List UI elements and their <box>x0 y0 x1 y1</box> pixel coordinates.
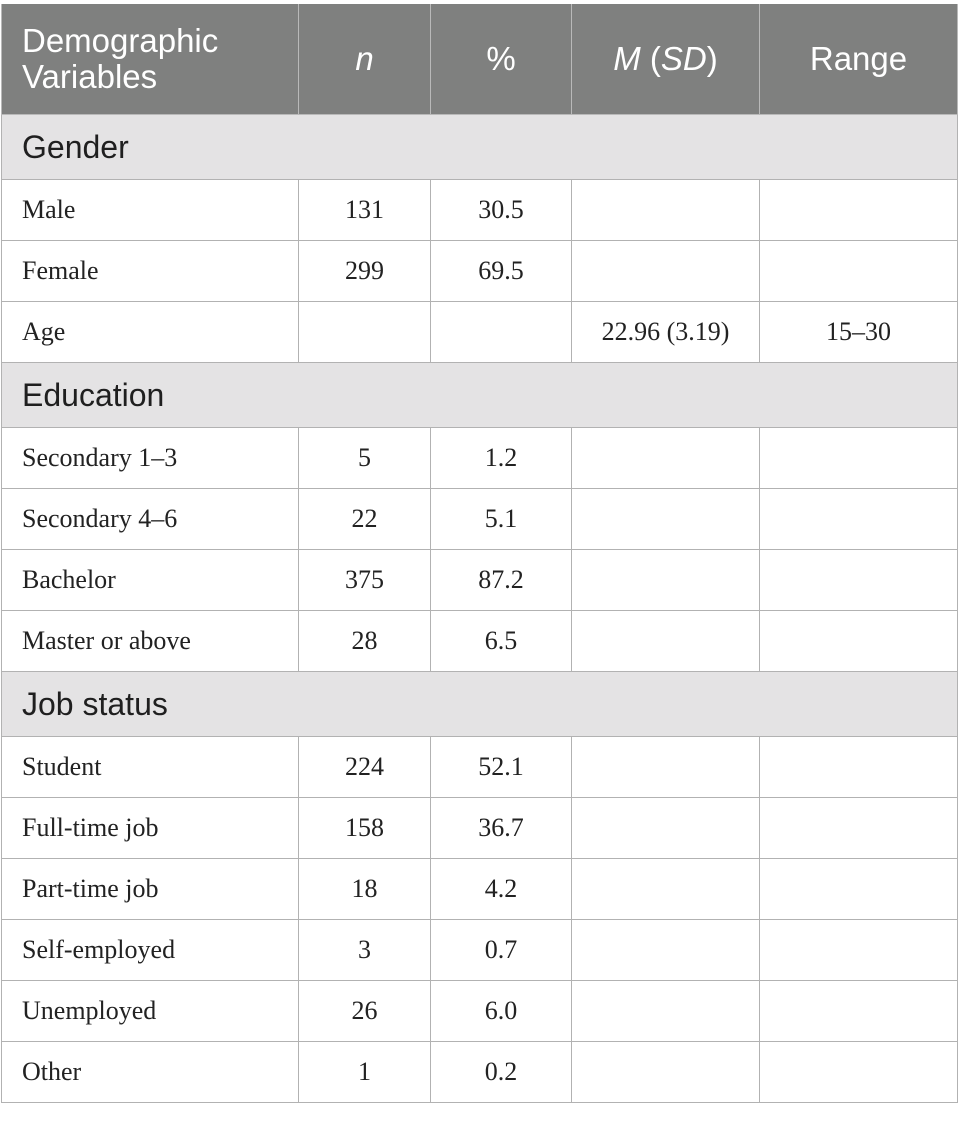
cell-percent: 4.2 <box>431 859 572 920</box>
cell-range <box>760 920 958 981</box>
cell-n: 5 <box>299 428 431 489</box>
cell-mean-sd <box>572 920 760 981</box>
cell-n: 299 <box>299 241 431 302</box>
row-label: Other <box>2 1042 299 1103</box>
row-label: Secondary 1–3 <box>2 428 299 489</box>
table-row <box>2 489 958 550</box>
cell-range <box>760 241 958 302</box>
cell-range <box>760 550 958 611</box>
cell-mean-sd: 22.96 (3.19) <box>572 302 760 363</box>
header-n-label: n <box>355 40 374 77</box>
section-title: Education <box>2 363 958 428</box>
section-title: Job status <box>2 672 958 737</box>
header-mean-label: M <box>613 40 641 77</box>
cell-percent: 36.7 <box>431 798 572 859</box>
table-row <box>2 1042 958 1103</box>
cell-n: 26 <box>299 981 431 1042</box>
header-percent: % <box>431 4 572 115</box>
table-row <box>2 737 958 798</box>
section-row-gender <box>2 115 958 180</box>
table-row <box>2 611 958 672</box>
cell-mean-sd <box>572 981 760 1042</box>
table-header <box>2 4 958 115</box>
row-label: Age <box>2 302 299 363</box>
cell-n: 158 <box>299 798 431 859</box>
header-row <box>2 4 958 115</box>
cell-n: 224 <box>299 737 431 798</box>
section-row-education <box>2 363 958 428</box>
cell-range <box>760 180 958 241</box>
row-label: Male <box>2 180 299 241</box>
table-row <box>2 550 958 611</box>
row-label: Unemployed <box>2 981 299 1042</box>
cell-range <box>760 1042 958 1103</box>
cell-mean-sd <box>572 180 760 241</box>
table-row <box>2 981 958 1042</box>
cell-mean-sd <box>572 550 760 611</box>
cell-mean-sd <box>572 611 760 672</box>
cell-range <box>760 489 958 550</box>
cell-range <box>760 737 958 798</box>
row-label: Master or above <box>2 611 299 672</box>
cell-percent: 30.5 <box>431 180 572 241</box>
table-row <box>2 180 958 241</box>
cell-range <box>760 611 958 672</box>
cell-mean-sd <box>572 859 760 920</box>
row-label: Part-time job <box>2 859 299 920</box>
cell-n: 28 <box>299 611 431 672</box>
cell-percent: 0.2 <box>431 1042 572 1103</box>
row-label: Secondary 4–6 <box>2 489 299 550</box>
header-variables: Demographic Variables <box>2 4 299 115</box>
cell-range <box>760 859 958 920</box>
cell-n: 131 <box>299 180 431 241</box>
cell-percent: 87.2 <box>431 550 572 611</box>
table-row <box>2 302 958 363</box>
row-label: Bachelor <box>2 550 299 611</box>
demographics-table <box>1 4 958 1103</box>
cell-mean-sd <box>572 737 760 798</box>
header-mean-sd: M (SD) <box>572 4 760 115</box>
cell-mean-sd <box>572 489 760 550</box>
header-sd-label: SD <box>660 40 707 77</box>
row-label: Full-time job <box>2 798 299 859</box>
cell-n: 375 <box>299 550 431 611</box>
cell-percent: 1.2 <box>431 428 572 489</box>
cell-range <box>760 798 958 859</box>
cell-mean-sd <box>572 798 760 859</box>
cell-range <box>760 981 958 1042</box>
cell-n: 1 <box>299 1042 431 1103</box>
row-label: Female <box>2 241 299 302</box>
cell-n: 22 <box>299 489 431 550</box>
table-row <box>2 859 958 920</box>
cell-percent: 5.1 <box>431 489 572 550</box>
table-body <box>2 115 958 1103</box>
cell-n: 3 <box>299 920 431 981</box>
section-row-job-status <box>2 672 958 737</box>
cell-mean-sd <box>572 428 760 489</box>
header-n <box>299 4 431 115</box>
cell-n: 18 <box>299 859 431 920</box>
section-title: Gender <box>2 115 958 180</box>
cell-percent: 6.0 <box>431 981 572 1042</box>
cell-n <box>299 302 431 363</box>
cell-percent <box>431 302 572 363</box>
table-row <box>2 920 958 981</box>
header-range: Range <box>760 4 958 115</box>
row-label: Self-employed <box>2 920 299 981</box>
cell-percent: 0.7 <box>431 920 572 981</box>
cell-mean-sd <box>572 1042 760 1103</box>
table-row <box>2 241 958 302</box>
cell-percent: 69.5 <box>431 241 572 302</box>
table-row <box>2 428 958 489</box>
cell-percent: 6.5 <box>431 611 572 672</box>
table-row <box>2 798 958 859</box>
cell-range: 15–30 <box>760 302 958 363</box>
cell-percent: 52.1 <box>431 737 572 798</box>
cell-range <box>760 428 958 489</box>
row-label: Student <box>2 737 299 798</box>
cell-mean-sd <box>572 241 760 302</box>
